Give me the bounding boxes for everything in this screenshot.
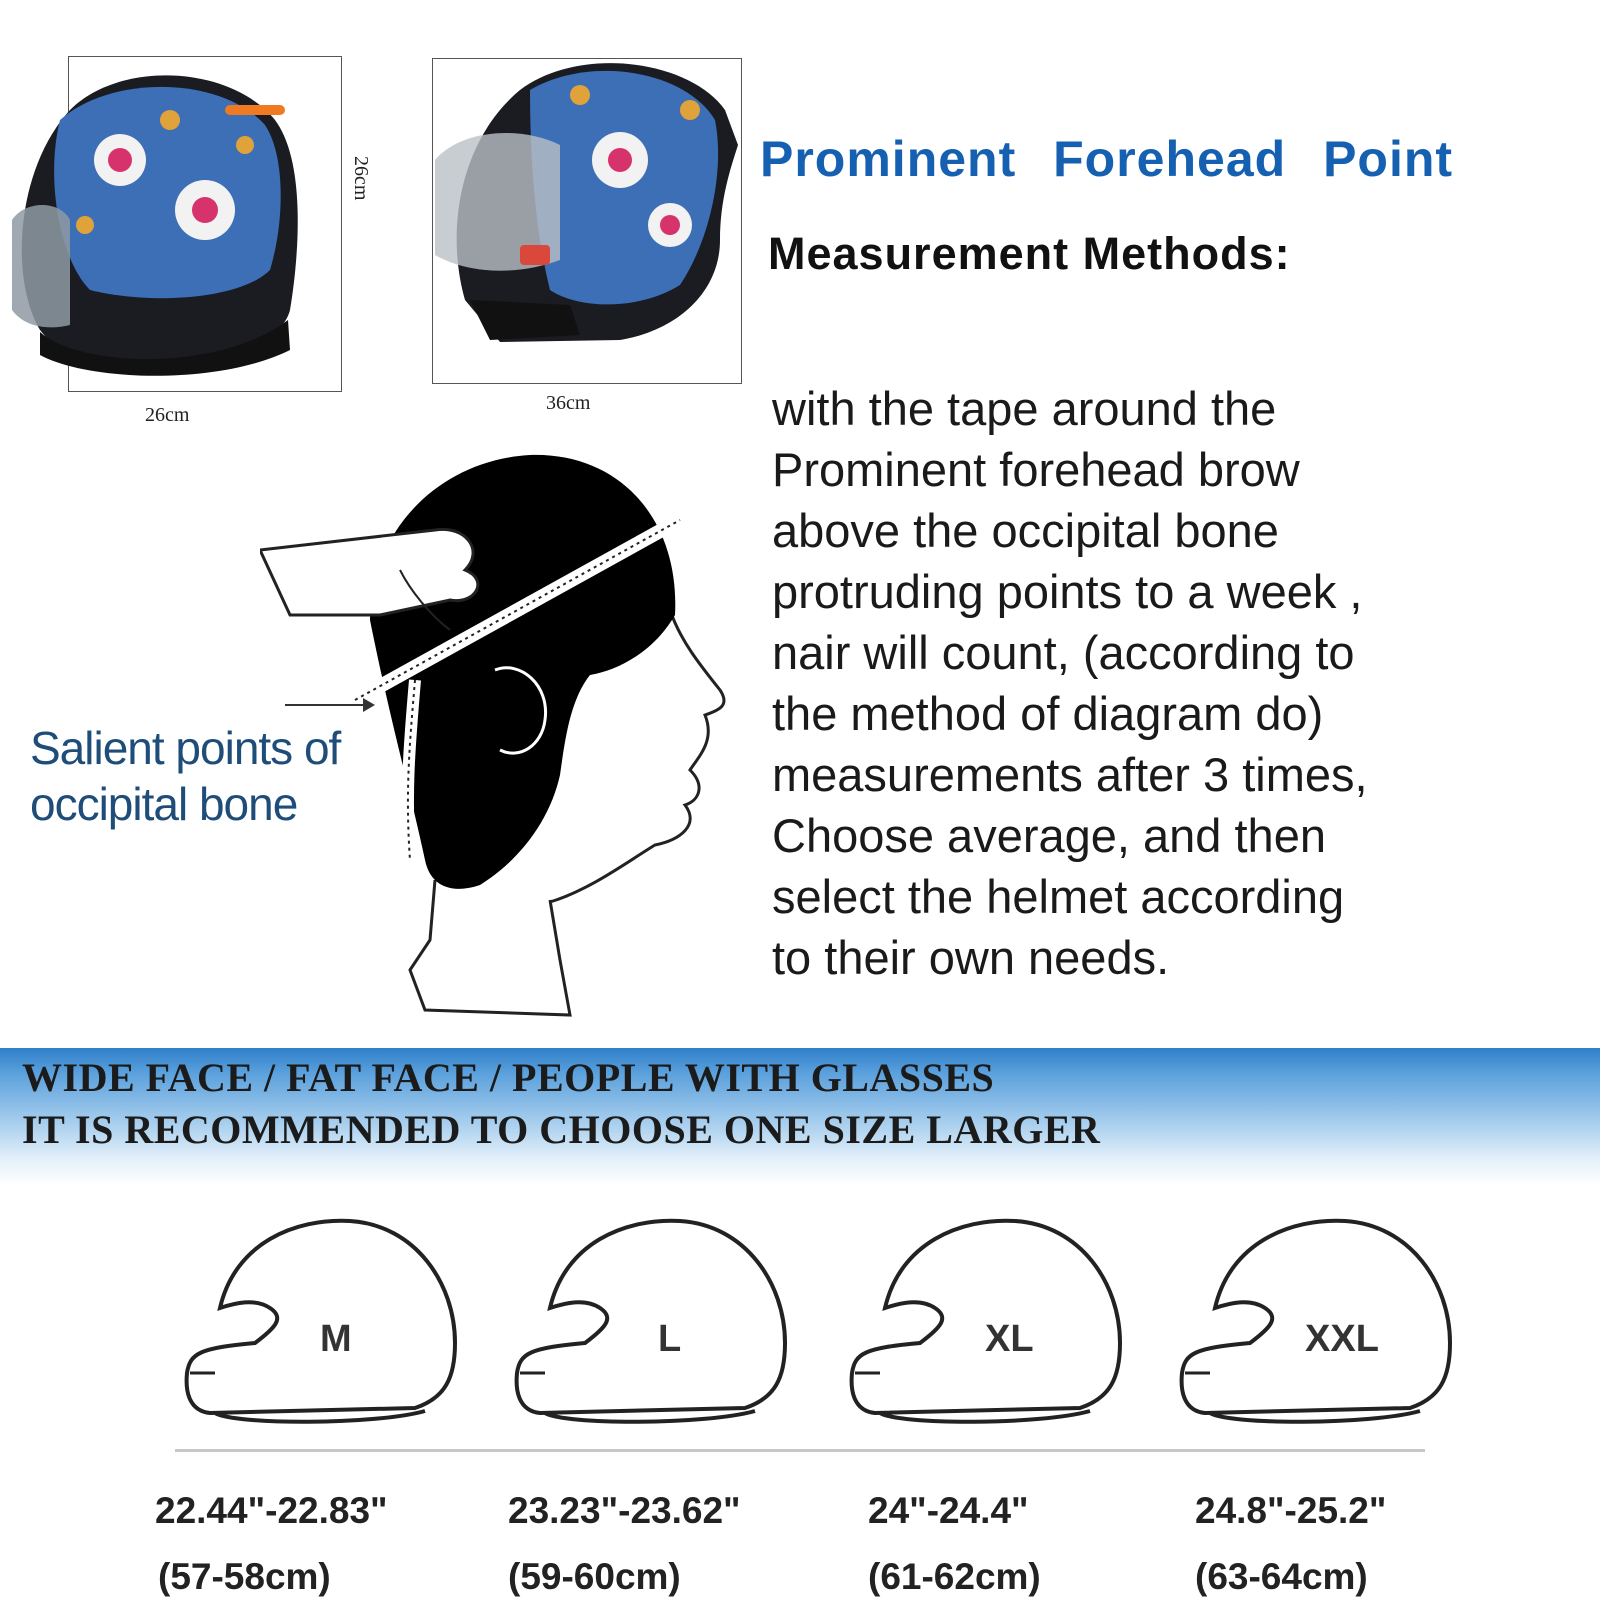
occipital-arrow-icon (285, 695, 375, 715)
size-xl-inches: 24"-24.4" (868, 1490, 1029, 1531)
instruction-line: the method of diagram do) (772, 687, 1324, 740)
size-advice-banner (0, 1048, 1600, 1186)
size-label-xxl: XXL (1305, 1318, 1379, 1360)
instruction-line: to their own needs. (772, 931, 1170, 984)
size-label-l: L (658, 1318, 682, 1360)
occipital-bone-callout (30, 720, 340, 832)
instruction-line: above the occipital bone (772, 504, 1279, 557)
instruction-line: nair will count, (according to (772, 626, 1355, 679)
side-helmet-photo (430, 50, 750, 370)
size-label-m: M (320, 1318, 352, 1360)
measurement-instructions (772, 378, 1572, 988)
front-helmet-photo (0, 50, 320, 380)
instruction-line: Prominent forehead brow (772, 443, 1300, 496)
size-l-cm: (59-60cm) (508, 1556, 681, 1597)
callout-line-1: Salient points of (30, 722, 341, 774)
measurement-methods-heading: Measurement Methods: (768, 228, 1291, 279)
size-xxl-inches: 24.8"-25.2" (1195, 1490, 1387, 1531)
banner-line-1: WIDE FACE / FAT FACE / PEOPLE WITH GLASSES (22, 1055, 995, 1100)
size-m-cm: (57-58cm) (158, 1556, 331, 1597)
size-l-inches: 23.23"-23.62" (508, 1490, 741, 1531)
instruction-line: measurements after 3 times, (772, 748, 1368, 801)
front-helmet-height-label: 26cm (350, 156, 372, 201)
front-helmet-width-label: 26cm (145, 404, 190, 426)
instruction-line: Choose average, and then (772, 809, 1326, 862)
forehead-point-heading: Prominent Forehead Point (760, 131, 1454, 187)
size-chart-divider (175, 1449, 1425, 1452)
size-m-inches: 22.44"-22.83" (155, 1490, 388, 1531)
side-helmet-width-label: 36cm (546, 392, 591, 414)
callout-line-2: occipital bone (30, 778, 298, 830)
size-xl-cm: (61-62cm) (868, 1556, 1041, 1597)
helmet-l-icon (517, 1221, 785, 1422)
size-xxl-cm: (63-64cm) (1195, 1556, 1368, 1597)
banner-line-2: IT IS RECOMMENDED TO CHOOSE ONE SIZE LARGER (22, 1107, 1101, 1152)
size-label-xl: XL (985, 1318, 1034, 1360)
instruction-line: with the tape around the (772, 382, 1277, 435)
instruction-line: protruding points to a week , (772, 565, 1363, 618)
instruction-line: select the helmet according (772, 870, 1345, 923)
